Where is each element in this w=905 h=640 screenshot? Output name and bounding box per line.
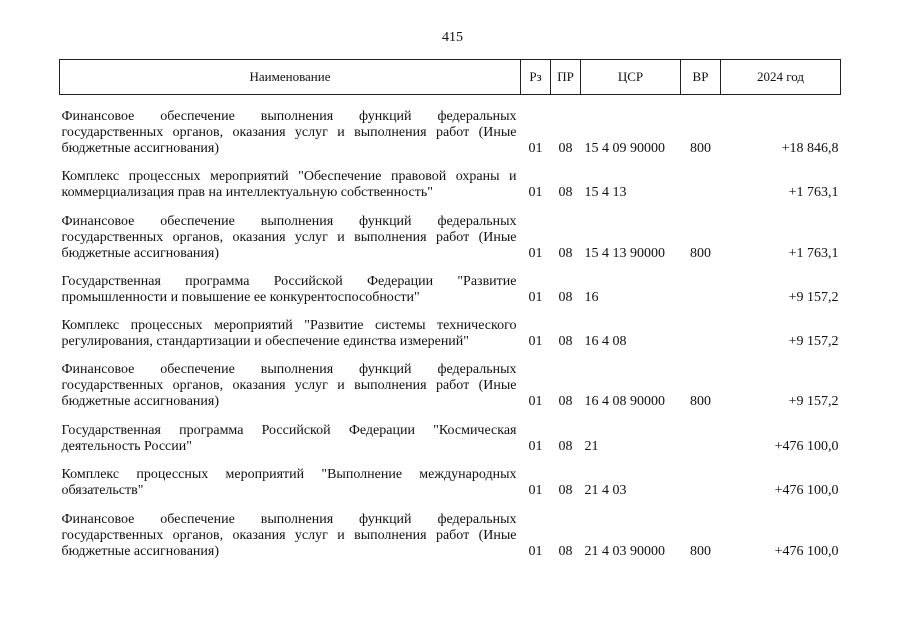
row-csr: 16 4 08 90000 (584, 394, 665, 409)
row-rz: 01 (528, 185, 543, 200)
row-name: Комплекс процессных мероприятий "Обеспечение правовой охраны и коммерциализация прав на интеллектуальную собственность" (61, 169, 517, 200)
row-amount: +476 100,0 (774, 483, 839, 498)
row-csr: 21 4 03 90000 (584, 544, 665, 559)
table-body (60, 95, 841, 561)
row-vr (681, 455, 721, 499)
row-pr: 08 (558, 246, 573, 261)
row-pr: 08 (558, 483, 573, 498)
table-row (60, 201, 841, 262)
row-rz: 01 (528, 334, 543, 349)
table-row (60, 350, 841, 410)
row-csr: 21 4 03 (584, 483, 627, 498)
row-name: Финансовое обеспечение выполнения функций федеральных государственных органов, оказания услуг и выполнения работ (Иные бюджетные ассигнования) (61, 512, 517, 559)
row-name: Государственная программа Российской Федерации "Развитие промышленности и повышение ее конкурентоспособности" (61, 274, 517, 305)
table-row (60, 306, 841, 350)
header-rz: Рз (521, 60, 551, 95)
row-rz: 01 (528, 439, 543, 454)
row-name: Государственная программа Российской Федерации "Космическая деятельность России" (61, 423, 517, 454)
row-csr: 16 4 08 (584, 334, 627, 349)
row-vr (681, 410, 721, 455)
header-csr: ЦСР (581, 60, 681, 95)
budget-table (59, 59, 841, 560)
table-row (60, 157, 841, 201)
row-csr: 15 4 13 (584, 185, 627, 200)
header-vr: ВР (681, 60, 721, 95)
table-row (60, 95, 841, 158)
row-vr (681, 306, 721, 350)
row-vr: 800 (690, 141, 711, 156)
row-vr: 800 (690, 394, 711, 409)
header-pr: ПР (551, 60, 581, 95)
row-amount: +1 763,1 (788, 246, 839, 261)
row-csr: 15 4 13 90000 (584, 246, 665, 261)
row-rz: 01 (528, 483, 543, 498)
row-rz: 01 (528, 141, 543, 156)
row-pr: 08 (558, 290, 573, 305)
header-year: 2024 год (721, 60, 841, 95)
table-header-row (60, 60, 841, 95)
row-amount: +476 100,0 (774, 439, 839, 454)
row-rz: 01 (528, 246, 543, 261)
row-name: Финансовое обеспечение выполнения функций федеральных государственных органов, оказания услуг и выполнения работ (Иные бюджетные ассигнования) (61, 362, 517, 409)
page-number: 415 (442, 30, 463, 45)
row-pr: 08 (558, 185, 573, 200)
row-amount: +9 157,2 (788, 334, 839, 349)
row-pr: 08 (558, 141, 573, 156)
row-vr: 800 (690, 246, 711, 261)
row-amount: +476 100,0 (774, 544, 839, 559)
row-rz: 01 (528, 544, 543, 559)
row-csr: 16 (584, 290, 599, 305)
row-vr (681, 157, 721, 201)
row-vr: 800 (690, 544, 711, 559)
row-name: Комплекс процессных мероприятий "Выполнение международных обязательств" (61, 467, 517, 498)
row-amount: +1 763,1 (788, 185, 839, 200)
row-name: Комплекс процессных мероприятий "Развитие системы технического регулирования, стандартизации и обеспечение единства измерений" (61, 318, 517, 349)
table-row (60, 262, 841, 306)
row-name: Финансовое обеспечение выполнения функций федеральных государственных органов, оказания услуг и выполнения работ (Иные бюджетные ассигнования) (61, 214, 517, 261)
row-rz: 01 (528, 394, 543, 409)
row-csr: 15 4 09 90000 (584, 141, 665, 156)
table-row (60, 455, 841, 499)
row-csr: 21 (584, 439, 599, 454)
row-pr: 08 (558, 439, 573, 454)
row-vr (681, 262, 721, 306)
row-pr: 08 (558, 334, 573, 349)
table-row (60, 410, 841, 455)
row-amount: +9 157,2 (788, 394, 839, 409)
row-pr: 08 (558, 394, 573, 409)
row-amount: +18 846,8 (781, 141, 839, 156)
row-amount: +9 157,2 (788, 290, 839, 305)
header-name: Наименование (60, 60, 521, 95)
row-pr: 08 (558, 544, 573, 559)
row-name: Финансовое обеспечение выполнения функций федеральных государственных органов, оказания услуг и выполнения работ (Иные бюджетные ассигнования) (61, 109, 517, 156)
table-row (60, 499, 841, 560)
row-rz: 01 (528, 290, 543, 305)
